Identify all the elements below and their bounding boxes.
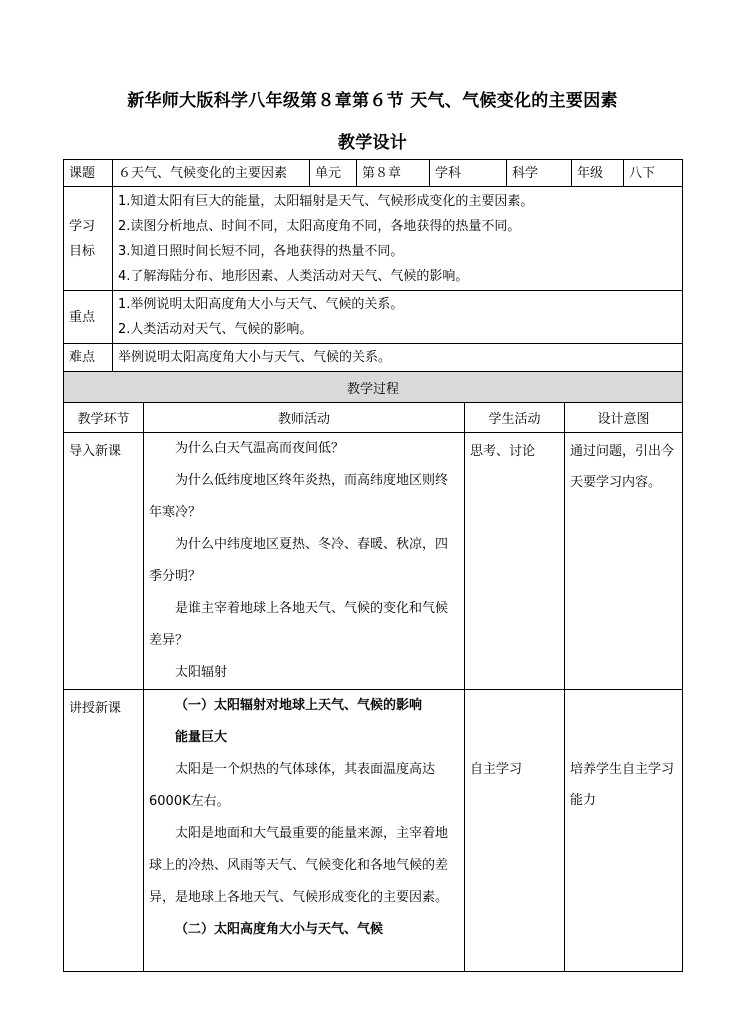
lesson-paragraph: 太阳是一个炽热的气体球体，其表面温度高达6000K左右。 — [149, 762, 436, 809]
stage-intro: 导入新课 — [64, 433, 144, 690]
key-point: 2.人类活动对天气、气候的影响。 — [118, 322, 313, 337]
key-label: 重点 — [64, 291, 113, 344]
teacher-activity-intro — [144, 433, 465, 690]
lesson-paragraph: 太阳是地面和大气最重要的能量来源，主宰着地球上的冷热、风雨等天气、气候变化和各地气候的差异，是地球上各地天气、气候形成变化的主要因素。 — [149, 826, 449, 905]
key-points — [113, 291, 683, 344]
question-text: 为什么低纬度地区终年炎热，而高纬度地区则终年寒冷？ — [149, 473, 449, 520]
grade-value: 八下 — [624, 160, 683, 187]
unit-value: 第８章 — [357, 160, 430, 187]
process-row-new-lesson — [64, 690, 683, 972]
process-row-intro — [64, 433, 683, 690]
header-intent: 设计意图 — [565, 403, 683, 433]
answer-text: 太阳辐射 — [175, 665, 228, 680]
unit-label: 单元 — [310, 160, 357, 187]
grade-label: 年级 — [572, 160, 624, 187]
student-activity-intro: 思考、讨论 — [465, 433, 565, 690]
design-intent-intro: 通过问题，引出今天要学习内容。 — [565, 433, 683, 690]
section-heading: （二）太阳高度角大小与天气、气候 — [175, 922, 384, 937]
section-heading: （一）太阳辐射对地球上天气、气候的影响 — [175, 698, 423, 713]
student-activity-new-lesson: 自主学习 — [465, 690, 565, 972]
stage-new-lesson: 讲授新课 — [64, 690, 144, 972]
lesson-info-table — [63, 159, 683, 372]
section-subheading: 能量巨大 — [175, 730, 228, 745]
goal-item: 2.读图分析地点、时间不同，太阳高度角不同，各地获得的热量不同。 — [118, 218, 521, 234]
info-row-difficulty — [64, 344, 683, 372]
topic-label: 课题 — [64, 160, 113, 187]
teaching-process-table — [63, 371, 683, 972]
design-intent-new-lesson: 培养学生自主学习能力 — [565, 690, 683, 972]
goal-item: 1.知道太阳有巨大的能量，太阳辐射是天气、气候形成变化的主要因素。 — [118, 193, 534, 209]
teacher-activity-new-lesson — [144, 690, 465, 972]
difficulty-label: 难点 — [64, 344, 113, 372]
header-stage: 教学环节 — [64, 403, 144, 433]
subject-value: 科学 — [507, 160, 572, 187]
goal-item: 3.知道日照时间长短不同，各地获得的热量不同。 — [118, 243, 404, 259]
question-text: 是谁主宰着地球上各地天气、气候的变化和气候差异？ — [149, 601, 449, 648]
goals-list — [113, 187, 683, 291]
difficulty-value: 举例说明太阳高度角大小与天气、气候的关系。 — [113, 344, 683, 372]
goals-label: 学习 目标 — [64, 187, 113, 291]
header-student: 学生活动 — [465, 403, 565, 433]
header-teacher: 教师活动 — [144, 403, 465, 433]
process-banner-row — [64, 372, 683, 403]
goal-item: 4.了解海陆分布、地形因素、人类活动对天气、气候的影响。 — [118, 268, 469, 284]
document-subtitle: 教学设计 — [337, 133, 408, 153]
info-row-goals — [64, 187, 683, 291]
info-row-topic — [64, 160, 683, 187]
process-banner: 教学过程 — [64, 372, 683, 403]
topic-value: ６天气、气候变化的主要因素 — [113, 160, 310, 187]
document-title: 新华师大版科学八年级第８章第６节 天气、气候变化的主要因素 — [127, 91, 618, 111]
info-row-key — [64, 291, 683, 344]
key-point: 1.举例说明太阳高度角大小与天气、气候的关系。 — [118, 297, 404, 312]
question-text: 为什么白天气温高而夜间低？ — [175, 441, 345, 456]
process-header-row — [64, 403, 683, 433]
question-text: 为什么中纬度地区夏热、冬冷、春暖、秋凉，四季分明？ — [149, 537, 449, 584]
subject-label: 学科 — [430, 160, 507, 187]
